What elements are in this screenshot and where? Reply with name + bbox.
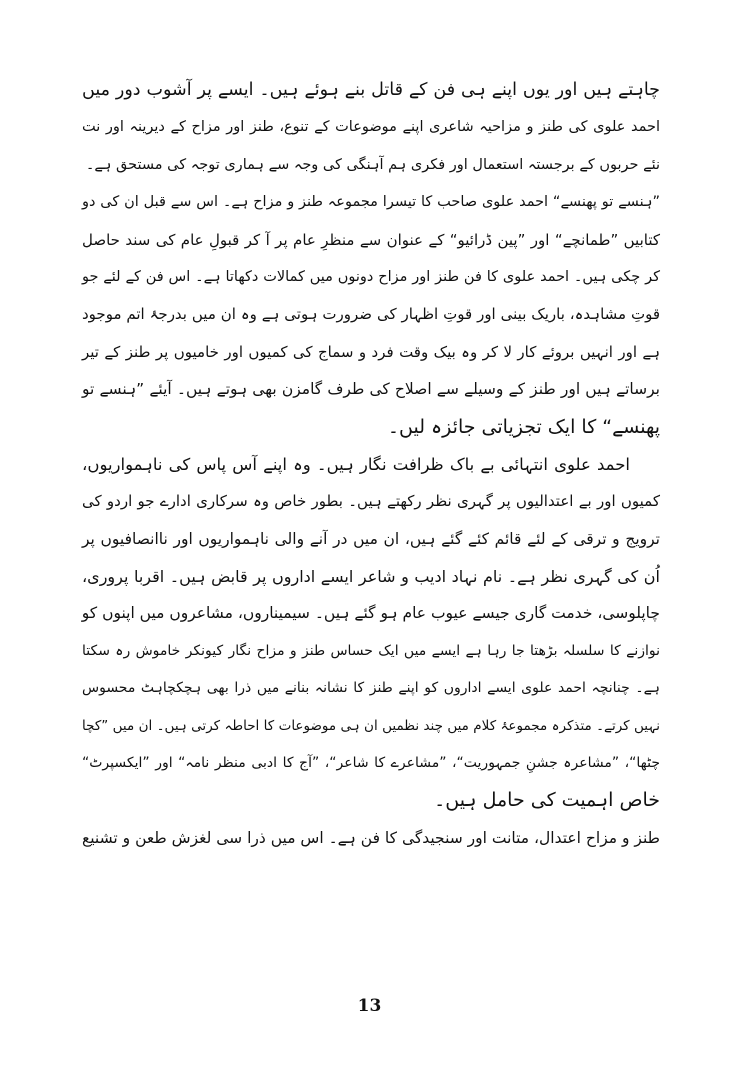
- text-line: احمد علوی انتہائی بے باک ظرافت نگار ہیں۔ وہ اپنے آس پاس کی ناہمواریوں،: [82, 454, 630, 474]
- text-line: ”ہنسے تو پھنسے“ احمد علوی صاحب کا تیسرا مجموعہ طنز و مزاح ہے۔ اس سے قبل ان کی دو: [82, 194, 660, 211]
- text-line: کر چکی ہیں۔ احمد علوی کا فن طنز اور مزاح دونوں میں کمالات دکھاتا ہے۔ اس فن کے لئے جو: [82, 268, 660, 285]
- text-line: چاپلوسی، خدمت گاری جیسے عیوب عام ہو گئے ہیں۔ سیمیناروں، مشاعروں میں اپنوں کو: [81, 604, 660, 623]
- text-line: احمد علوی کی طنز و مزاحیہ شاعری اپنے موضوعات کے تنوع، طنز اور مزاح کے دیرینہ اور نت: [82, 119, 660, 136]
- text-line: پھنسے“ کا ایک تجزیاتی جائزہ لیں۔: [387, 415, 660, 438]
- text-line: کتابیں ”طمانچے“ اور ”پین ڈرائیو“ کے عنوان سے منظرِ عام پر آ کر قبولِ عام کی سند حاصل: [82, 230, 660, 249]
- body-text: [82, 72, 660, 857]
- text-line: قوتِ مشاہدہ، باریک بینی اور قوتِ اظہار کی ضرورت ہوتی ہے وہ ان میں بدرجۂ اتم موجود: [82, 305, 660, 324]
- text-line: برساتے ہیں اور طنز کے وسیلے سے اصلاح کی طرف گامزن بھی ہوتے ہیں۔ آیئے ”ہنسے تو: [82, 380, 660, 399]
- text-line: ترویج و ترقی کے لئے قائم کئے گئے ہیں، ان میں در آنے والی ناہمواریوں اور ناانصافیوں پر: [82, 529, 660, 548]
- page-number: 13: [357, 996, 382, 1016]
- text-line: کمیوں اور بے اعتدالیوں پر گہری نظر رکھتے ہیں۔ بطور خاص وہ سرکاری ادارے جو اردو کی: [82, 492, 660, 511]
- text-line: نہیں کرتے۔ متذکرہ مجموعۂ کلام میں چند نظمیں ان ہی موضوعات کا احاطہ کرتی ہیں۔ ان میں ”کچا: [82, 717, 660, 734]
- text-line: ہے۔ چنانچہ احمد علوی ایسے اداروں کو اپنے طنز کا نشانہ بنانے میں ذرا بھی ہچکچاہٹ محسوس: [82, 680, 660, 697]
- text-line: نئے حربوں کے برجستہ استعمال اور فکری ہم آہنگی کی وجہ سے ہماری توجہ کی مستحق ہے۔: [85, 156, 660, 173]
- text-line: چاہتے ہیں اور یوں اپنے ہی فن کے قاتل بنے ہوئے ہیں۔ ایسے پر آشوب دور میں: [82, 80, 660, 100]
- text-line: خاص اہمیت کی حامل ہیں۔: [434, 789, 660, 812]
- text-line: طنز و مزاح اعتدال، متانت اور سنجیدگی کا فن ہے۔ اس میں ذرا سی لغزش طعن و تشنیع: [82, 828, 660, 847]
- text-line: اُن کی گہری نظر ہے۔ نام نہاد ادیب و شاعر ایسے اداروں پر قابض ہیں۔ اقربا پروری،: [82, 567, 660, 587]
- text-line: نوازنے کا سلسلہ بڑھتا جا رہا ہے ایسے میں ایک حساس طنز و مزاح نگار کیونکر خاموش رہ سکتا: [82, 642, 660, 659]
- text-line: چٹھا“، ”مشاعرہ جشنِ جمہوریت“، ”مشاعرے کا شاعر“، ”آج کا ادبی منظر نامہ“ اور ”ایکسپرٹ“: [82, 755, 660, 772]
- text-line: ہے اور انہیں بروئے کار لا کر وہ بیک وقت فرد و سماج کی کمیوں اور خامیوں پر طنز کے تیر: [82, 342, 660, 361]
